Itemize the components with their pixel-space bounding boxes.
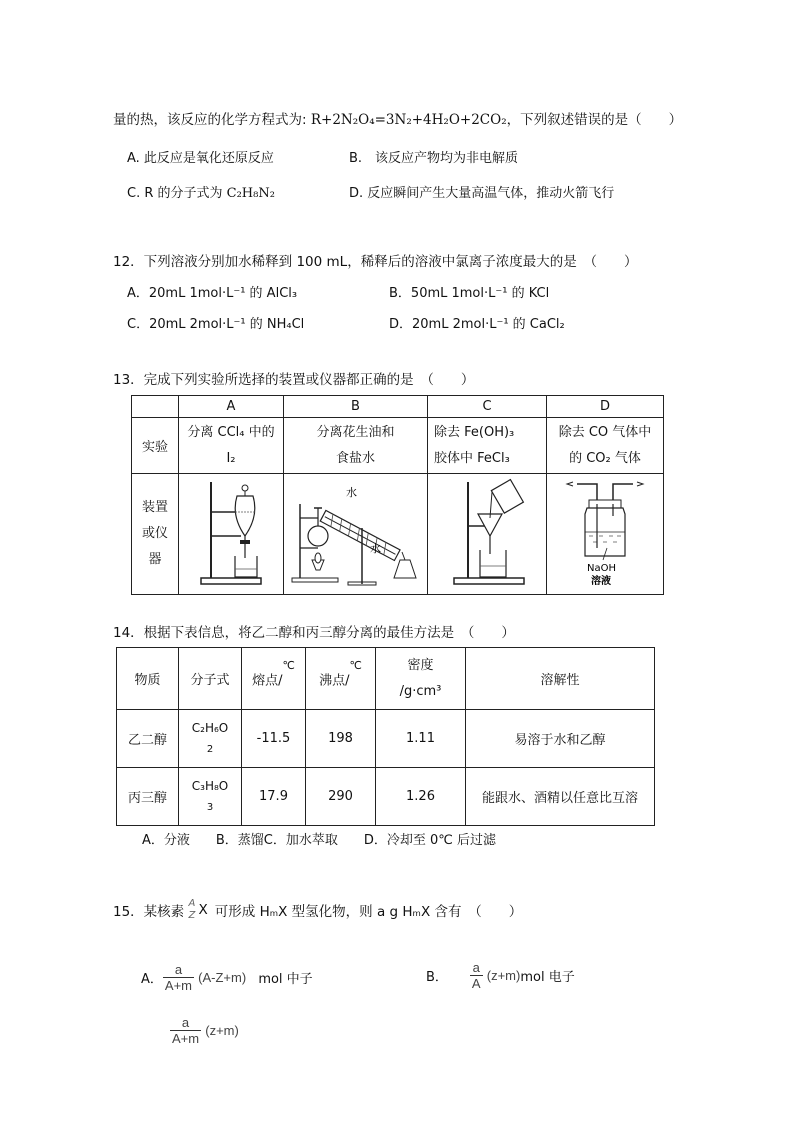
q15-option-b-numerator: a xyxy=(472,960,480,975)
q14-header-density-unit: /g·cm³ xyxy=(399,683,442,699)
q13-cell-b-exp xyxy=(284,418,428,474)
q13-apparatus-a xyxy=(179,474,284,595)
q13-c-line1: 除去 Fe(OH)₃ xyxy=(434,425,515,440)
nuclide-mass-number: A xyxy=(188,898,196,909)
gas-washing-bottle-icon xyxy=(547,474,663,590)
q14-stem: 14．根据下表信息，将乙二醇和丙三醇分离的最佳方法是 （ ） xyxy=(113,625,515,641)
nuclide-symbol xyxy=(188,898,210,921)
q14-row2-formula xyxy=(179,768,242,826)
q13-a-line1: 分离 CCl₄ 中的 xyxy=(187,425,275,440)
q15-option-a[interactable] xyxy=(141,962,313,993)
q13-stem: 13．完成下列实验所选择的装置或仪器都正确的是 （ ） xyxy=(113,372,475,388)
q14-row1-solubility: 易溶于水和乙醇 xyxy=(466,710,655,768)
q13-apparatus-label-3: 器 xyxy=(148,552,162,567)
q13-apparatus-c xyxy=(428,474,547,595)
q14-row2-name: 丙三醇 xyxy=(117,768,179,826)
q14-row2-solubility: 能跟水、酒精以任意比互溶 xyxy=(466,768,655,826)
q15-option-c[interactable] xyxy=(170,1015,239,1046)
q11-stem xyxy=(113,108,682,128)
q15-option-a-tail: mol 中子 xyxy=(258,972,313,987)
q11-option-b[interactable]: B. 该反应产物均为非电解质 xyxy=(349,151,519,166)
q15-option-c-expression: (z+m) xyxy=(205,1023,239,1038)
q14-header-density xyxy=(376,648,466,710)
q14-header-bp-unit: ℃ xyxy=(349,658,362,672)
q14-header-substance: 物质 xyxy=(117,648,179,710)
q14-row1-name: 乙二醇 xyxy=(117,710,179,768)
q14-row2-formula-2: 3 xyxy=(206,801,214,813)
q15-option-a-fraction xyxy=(163,962,194,993)
q13-row-label-experiment: 实验 xyxy=(132,418,179,474)
q11-stem-prefix: 量的热，该反应的化学方程式为: xyxy=(113,112,311,128)
q12-option-d[interactable]: D．20mL 2mol·L⁻¹ 的 CaCl₂ xyxy=(389,317,565,332)
label-naoh: NaOH xyxy=(587,563,616,574)
q15-option-c-numerator: a xyxy=(181,1015,190,1030)
q13-table xyxy=(131,395,664,595)
q13-b-line1: 分离花生油和 xyxy=(316,425,395,440)
q14-header-mp-unit: ℃ xyxy=(282,658,295,672)
q14-header-bp-label: 沸点/ xyxy=(319,673,350,689)
distillation-apparatus-icon xyxy=(284,474,427,590)
label-water-top: 水 xyxy=(346,486,357,499)
q14-row1-bp: 198 xyxy=(306,710,376,768)
nuclide-element: X xyxy=(198,902,208,918)
q13-col-a: A xyxy=(179,396,284,418)
q11-option-c[interactable] xyxy=(127,182,275,201)
q13-a-line2: I₂ xyxy=(226,451,236,466)
q13-col-b: B xyxy=(284,396,428,418)
q13-apparatus-b xyxy=(284,474,428,595)
q14-header-density-label: 密度 xyxy=(407,657,434,673)
q11-equation: R+2N₂O₄=3N₂+4H₂O+2CO₂ xyxy=(310,112,507,128)
q13-cell-d-exp xyxy=(547,418,664,474)
q14-options[interactable]: A．分液 B．蒸馏C．加水萃取 D．冷却至 0℃ 后过滤 xyxy=(142,833,497,848)
q15-option-a-numerator: a xyxy=(174,962,183,977)
q15-option-c-denominator: A+m xyxy=(172,1031,200,1046)
q15-option-b-fraction xyxy=(470,960,483,991)
q12-option-c[interactable]: C．20mL 2mol·L⁻¹ 的 NH₄Cl xyxy=(127,317,305,332)
q14-header-formula: 分子式 xyxy=(179,648,242,710)
q11-option-c-prefix: C. R 的分子式为 xyxy=(127,186,227,201)
q14-row2-density: 1.26 xyxy=(376,768,466,826)
q15-option-a-denominator: A+m xyxy=(164,978,192,993)
q11-option-d[interactable]: D. 反应瞬间产生大量高温气体，推动火箭飞行 xyxy=(349,186,615,201)
q13-apparatus-label-2: 或仪 xyxy=(141,526,168,541)
q13-b-line2: 食盐水 xyxy=(335,451,375,466)
q14-row1-formula-1: C₂H₆O xyxy=(191,720,229,735)
q13-row-label-apparatus xyxy=(132,474,179,595)
separatory-funnel-icon xyxy=(179,474,283,590)
q14-header-mp-label: 熔点/ xyxy=(252,673,283,689)
q14-header-bp xyxy=(306,648,376,710)
q15-option-b-label: B． xyxy=(426,970,448,985)
q15-option-b-expression: (z+m) xyxy=(486,968,521,983)
q13-col-c: C xyxy=(428,396,547,418)
label-solution: 溶液 xyxy=(591,576,611,587)
table-row xyxy=(117,768,655,826)
filtration-apparatus-icon xyxy=(428,474,546,590)
q15-option-a-label: A． xyxy=(141,972,163,987)
q12-option-a[interactable]: A．20mL 1mol·L⁻¹ 的 AlCl₃ xyxy=(127,286,298,301)
q13-d-line1: 除去 CO 气体中 xyxy=(558,425,652,440)
q14-table xyxy=(116,647,655,826)
q15-stem xyxy=(113,900,522,920)
q13-cell-c-exp xyxy=(428,418,547,474)
q11-option-c-formula: C₂H₈N₂ xyxy=(226,186,275,201)
q15-stem-prefix: 15．某核素 xyxy=(113,904,189,920)
q15-option-b-tail: mol 电子 xyxy=(520,970,575,985)
nuclide-atomic-number: Z xyxy=(188,910,196,921)
q14-row1-formula xyxy=(179,710,242,768)
q12-option-b[interactable]: B．50mL 1mol·L⁻¹ 的 KCl xyxy=(389,286,550,301)
q13-apparatus-d xyxy=(547,474,664,595)
q13-corner-cell xyxy=(132,396,179,418)
q12-stem: 12．下列溶液分别加水稀释到 100 mL，稀释后的溶液中氯离子浓度最大的是 （ ） xyxy=(113,254,638,270)
q14-row1-density: 1.11 xyxy=(376,710,466,768)
q13-cell-a-exp xyxy=(179,418,284,474)
q15-option-b-denominator: A xyxy=(471,976,481,991)
q14-header-mp xyxy=(242,648,306,710)
q15-option-a-expression: (A-Z+m) xyxy=(198,970,247,985)
q14-row2-formula-1: C₃H₈O xyxy=(191,778,229,793)
q15-stem-suffix: 可形成 HₘX 型氢化物，则 a g HₘX 含有 （ ） xyxy=(210,904,523,920)
q14-row1-mp: -11.5 xyxy=(242,710,306,768)
q11-stem-suffix: ，下列叙述错误的是（ ） xyxy=(506,112,683,128)
q13-c-line2: 胶体中 FeCl₃ xyxy=(434,451,510,466)
q13-apparatus-label-1: 装置 xyxy=(141,500,168,515)
q11-option-a[interactable]: A. 此反应是氧化还原反应 xyxy=(127,151,274,166)
table-row xyxy=(117,710,655,768)
q14-row2-mp: 17.9 xyxy=(242,768,306,826)
q13-d-line2: 的 CO₂ 气体 xyxy=(569,451,641,466)
q14-header-solubility: 溶解性 xyxy=(466,648,655,710)
q15-option-b[interactable] xyxy=(426,960,575,991)
label-water-bottom: 水 xyxy=(370,542,381,555)
q15-option-c-fraction xyxy=(170,1015,201,1046)
q14-row2-bp: 290 xyxy=(306,768,376,826)
q13-col-d: D xyxy=(547,396,664,418)
q14-row1-formula-2: 2 xyxy=(206,743,214,755)
